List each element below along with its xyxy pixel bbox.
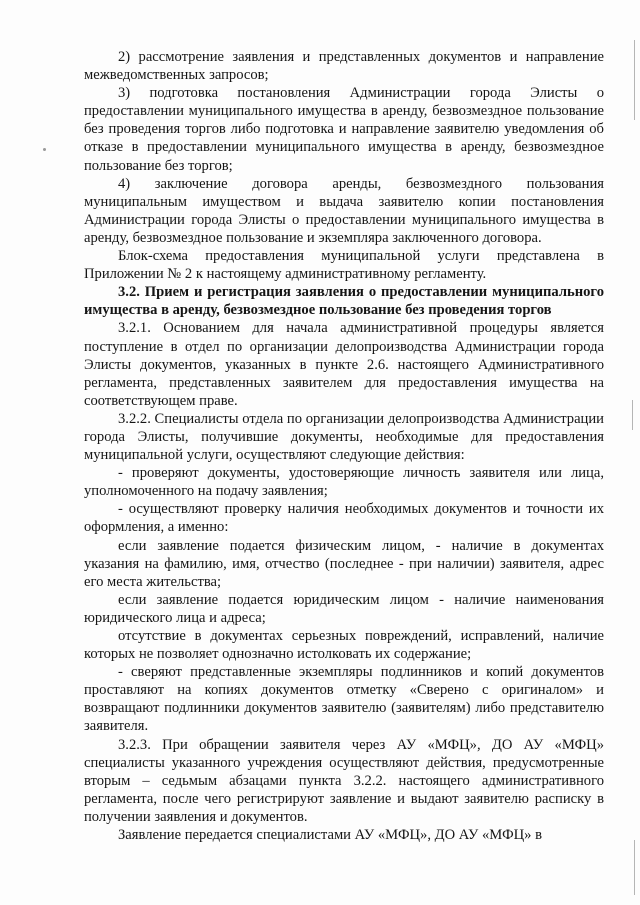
section-heading: 3.2. Прием и регистрация заявления о предоставлении муниципального имущества в аренду, безвозмездное пользование без проведения торгов (84, 284, 604, 319)
paragraph: 3) подготовка постановления Администрации города Элисты о предоставлении муниципального имущества в аренду, безвозмездное пользование без проведения торгов либо подготовка и направление заявителю уведомления об отказе в предоставлении муниципального имущества в аренду, безвозмездное пользование без торгов; (84, 85, 604, 174)
paragraph: - осуществляют проверку наличия необходимых документов и точности их оформления, а именно: (84, 501, 604, 536)
paragraph: если заявление подается физическим лицом, - наличие в документах указания на фамилию, имя, отчество (последнее - при наличии) заявителя, адрес его места жительства; (84, 537, 604, 590)
paragraph: 3.2.2. Специалисты отдела по организации делопроизводства Администрации города Элисты, получившие документы, необходимые для предоставления муниципальной услуги, осуществляют следующие действия: (84, 410, 604, 464)
scan-speck (43, 148, 46, 151)
paragraph: отсутствие в документах серьезных повреждений, исправлений, наличие которых не позволяет однозначно истолковать их содержание; (84, 628, 604, 663)
scan-edge-mark-top (634, 40, 635, 120)
paragraph: - проверяют документы, удостоверяющие личность заявителя или лица, уполномоченного на подачу заявления; (84, 465, 604, 500)
paragraph: 2) рассмотрение заявления и представленных документов и направление межведомственных запросов; (84, 49, 604, 84)
paragraph: - сверяют представленные экземпляры подлинников и копий документов проставляют на копиях документов отметку «Сверено с оригиналом» и возвращают подлинники документов заявителю (заявителям) либо представителю заявителя. (84, 664, 604, 735)
paragraph: 3.2.3. При обращении заявителя через АУ «МФЦ», ДО АУ «МФЦ» специалисты указанного учреждения осуществляют действия, предусмотренные вторым – седьмым абзацами пункта 3.2.2. настоящего административного регламента, после чего регистрируют заявление и выдают заявителю расписку в получении заявления и документов. (84, 736, 604, 825)
scan-edge-mark-middle (632, 400, 633, 430)
paragraph: если заявление подается юридическим лицом - наличие наименования юридического лица и адреса; (84, 591, 604, 626)
paragraph: Блок-схема предоставления муниципальной услуги представлена в Приложении № 2 к настоящему административному регламенту. (84, 248, 604, 283)
paragraph: 4) заключение договора аренды, безвозмездного пользования муниципальным имуществом и выдача заявителю копии постановления Администрации города Элисты о предоставлении муниципального имущества в аренду, безвозмездное пользование и экземпляра заключенного договора. (84, 175, 604, 246)
paragraph: Заявление передается специалистами АУ «МФЦ», ДО АУ «МФЦ» в (118, 827, 542, 844)
paragraph: 3.2.1. Основанием для начала административной процедуры является поступление в отдел по организации делопроизводства Администрации города Элисты документов, указанных в пункте 2.6. настоящего Административного регламента, представленных заявителем для предоставления имущества на соответствующем праве. (84, 320, 604, 409)
scan-edge-mark-bottom (634, 840, 635, 895)
document-page (84, 48, 604, 844)
